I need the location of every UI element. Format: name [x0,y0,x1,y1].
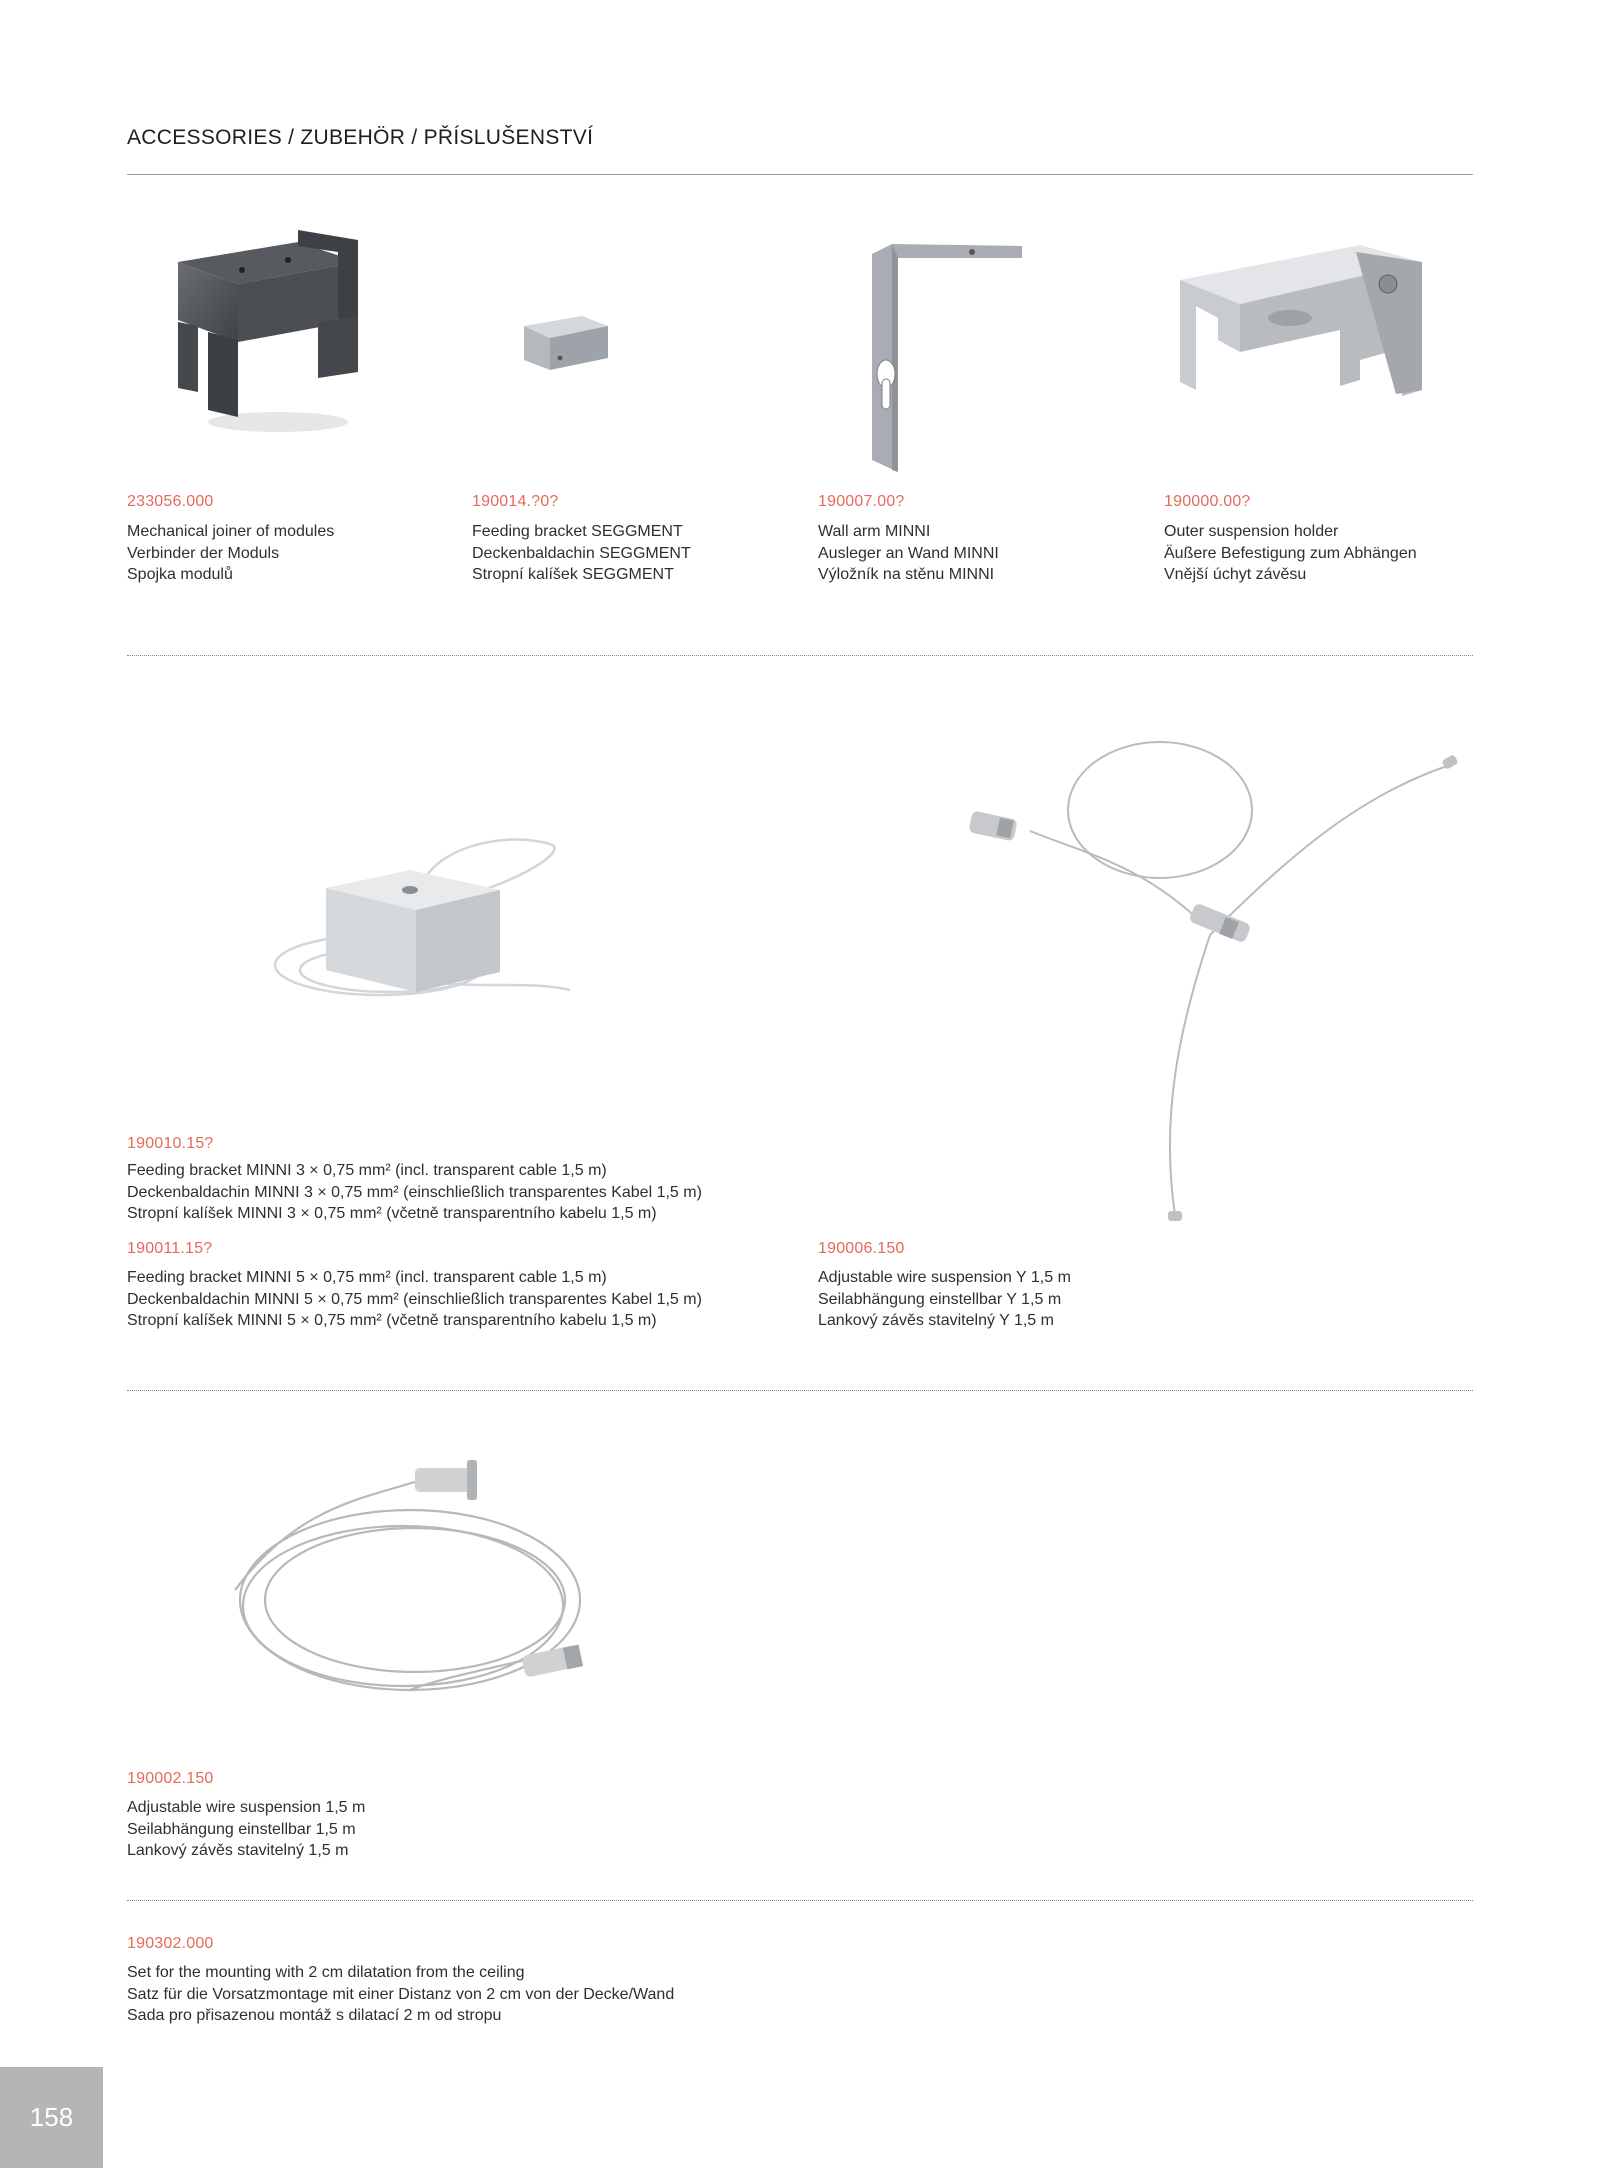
product-description [127,521,334,586]
description-line: Ausleger an Wand MINNI [818,544,999,562]
product-code: 190302.000 [127,1935,214,1952]
wall-arm-icon [862,244,1032,474]
description-line: Adjustable wire suspension 1,5 m [127,1799,366,1816]
description-line: Feeding bracket SEGGMENT [472,523,683,540]
product-description [127,1962,674,2027]
section-divider [127,1900,1473,1901]
description-line: Mechanical joiner of modules [127,523,335,540]
header-divider [127,174,1473,175]
product-code: 190000.00? [1164,493,1251,510]
description-line: Satz für die Vorsatzmontage mit einer Distanz von 2 cm von der Decke/Wand [127,1985,675,2003]
section-divider [127,1390,1473,1391]
description-line: Set for the mounting with 2 cm dilatation from the ceiling [127,1964,525,1981]
description-line: Outer suspension holder [1164,523,1339,540]
product-description [472,521,691,586]
description-line: Stropní kalíšek MINNI 3 × 0,75 mm² (včetně transparentního kabelu 1,5 m) [127,1205,657,1222]
section-divider [127,655,1473,656]
product-description [127,1160,702,1225]
suspension-holder-icon [1160,240,1430,415]
description-line: Spojka modulů [127,566,233,583]
product-description [818,1267,1071,1332]
product-code: 190006.150 [818,1240,905,1257]
product-code: 190014.?0? [472,493,559,510]
wire-suspension-icon [235,1450,615,1720]
page-title: ACCESSORIES / ZUBEHÖR / PŘÍSLUŠENSTVÍ [127,126,594,149]
description-line: Lankový závěs stavitelný Y 1,5 m [818,1312,1054,1329]
joiner-icon [168,222,378,462]
description-line: Vnější úchyt závěsu [1164,566,1307,583]
page-number: 158 [0,2067,103,2168]
description-line: Deckenbaldachin MINNI 5 × 0,75 mm² (einschließlich transparentes Kabel 1,5 m) [127,1290,702,1308]
product-code: 190002.150 [127,1770,214,1787]
product-description [127,1267,702,1332]
product-code: 233056.000 [127,493,214,510]
description-line: Lankový závěs stavitelný 1,5 m [127,1842,349,1859]
feeding-box-cable-icon [270,830,600,1030]
y-wire-suspension-icon [970,735,1470,1235]
description-line: Seilabhängung einstellbar 1,5 m [127,1820,356,1838]
feeding-bracket-icon [520,312,612,374]
product-code: 190011.15? [127,1240,213,1257]
product-code: 190007.00? [818,493,905,510]
description-line: Seilabhängung einstellbar Y 1,5 m [818,1290,1062,1308]
product-description [127,1797,365,1862]
description-line: Verbinder der Moduls [127,544,280,562]
description-line: Wall arm MINNI [818,523,931,540]
product-description [818,521,999,586]
description-line: Feeding bracket MINNI 5 × 0,75 mm² (incl. transparent cable 1,5 m) [127,1269,607,1286]
description-line: Stropní kalíšek SEGGMENT [472,566,674,583]
description-line: Äußere Befestigung zum Abhängen [1164,544,1417,562]
description-line: Feeding bracket MINNI 3 × 0,75 mm² (incl. transparent cable 1,5 m) [127,1162,607,1179]
description-line: Adjustable wire suspension Y 1,5 m [818,1269,1071,1286]
description-line: Deckenbaldachin SEGGMENT [472,544,691,562]
description-line: Výložník na stěnu MINNI [818,566,995,583]
description-line: Sada pro přisazenou montáž s dilatací 2 m od stropu [127,2007,502,2024]
description-line: Stropní kalíšek MINNI 5 × 0,75 mm² (včetně transparentního kabelu 1,5 m) [127,1312,657,1329]
product-description [1164,521,1417,586]
product-code: 190010.15? [127,1135,214,1152]
description-line: Deckenbaldachin MINNI 3 × 0,75 mm² (einschließlich transparentes Kabel 1,5 m) [127,1183,702,1201]
